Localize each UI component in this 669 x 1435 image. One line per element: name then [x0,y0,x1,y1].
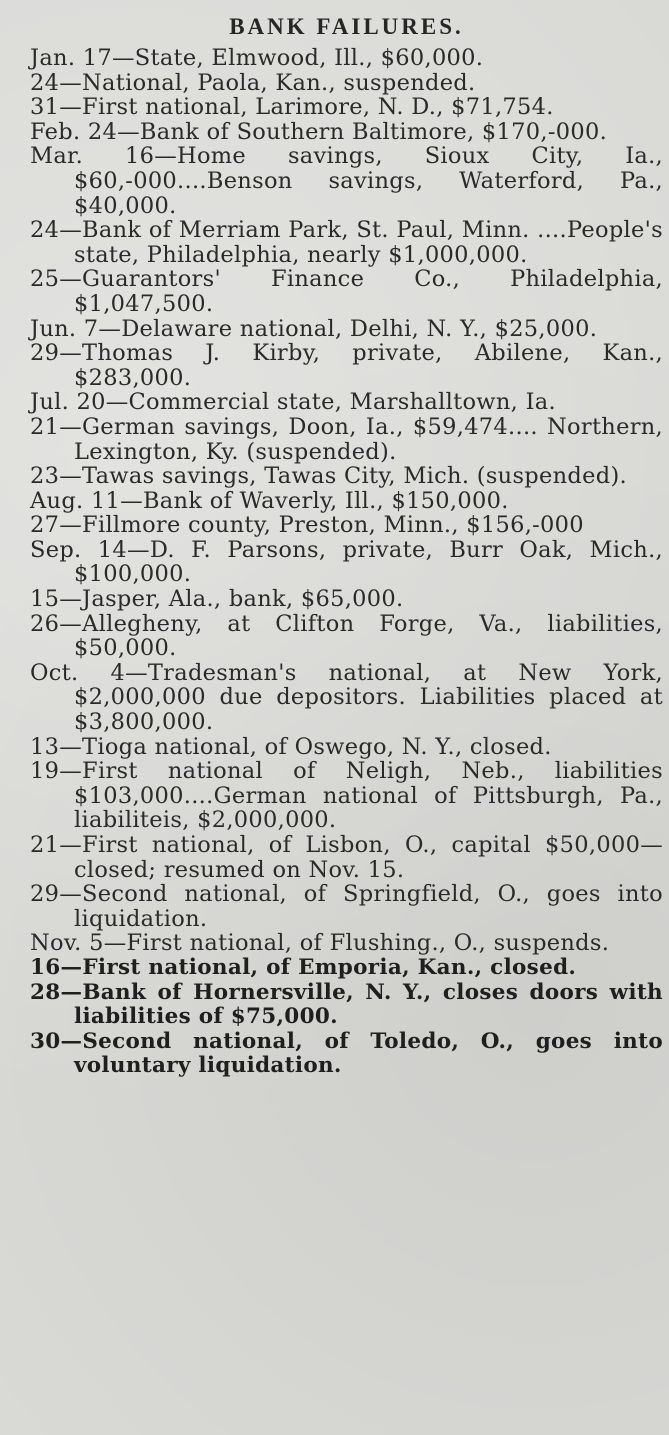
failure-entry: 27—Fillmore county, Preston, Minn., $156,-000 [30,512,584,539]
failure-entry: Aug. 11—Bank of Waverly, Ill., $150,000. [30,487,509,514]
failure-entry: 29—Second national, of Springfield, O., goes into liquidation. [30,881,663,932]
failure-entry: 26—Allegheny, at Clifton Forge, Va., liabilities, $50,000. [30,610,663,662]
failure-entry: Sep. 14—D. F. Parsons, private, Burr Oak, Mich., $100,000. [30,536,663,588]
failure-entry: Jul. 20—Commercial state, Marshalltown, Ia. [30,389,556,416]
failure-entry: 24—Bank of Merriam Park, St. Paul, Minn. ....People's state, Philadelphia, nearly $1,000,000. [30,217,663,268]
failure-entry: Mar. 16—Home savings, Sioux City, Ia., $60,-000....Benson savings, Waterford, Pa., $40,000. [30,143,663,219]
failure-entry: 15—Jasper, Ala., bank, $65,000. [30,586,404,613]
failure-entry: 21—German savings, Doon, Ia., $59,474.... Northern, Lexington, Ky. (suspended). [30,413,663,465]
failure-entry: 29—Thomas J. Kirby, private, Abilene, Kan., $283,000. [30,340,663,391]
failure-entry: Jun. 7—Delaware national, Delhi, N. Y., $25,000. [30,315,598,342]
failure-entry: 21—First national, of Lisbon, O., capital $50,000—closed; resumed on Nov. 15. [30,832,663,883]
failure-entry: 16—First national, of Emporia, Kan., closed. [30,954,577,980]
failure-entry: 19—First national of Neligh, Neb., liabilities $103,000....German national of Pittsburgh, Pa., liabiliteis, $2,000,000. [30,758,663,834]
failure-entry: Jan. 17—State, Elmwood, Ill., $60,000. [30,45,484,71]
failure-entry: 24—National, Paola, Kan., suspended. [30,69,476,96]
failure-entry: 31—First national, Larimore, N. D., $71,754. [30,94,554,121]
failure-entry: Nov. 5—First national, of Flushing., O., suspends. [30,930,610,957]
failure-entry: 23—Tawas savings, Tawas City, Mich. (suspended). [30,463,627,490]
failure-entry: 30—Second national, of Toledo, O., goes into voluntary liquidation. [30,1028,663,1079]
failure-list [30,46,663,1079]
failure-entry: Oct. 4—Tradesman's national, at New York, $2,000,000 due depositors. Liabilities placed at $3,800,000. [30,659,663,736]
article-title: BANK FAILURES. [229,14,464,39]
failure-entry: Feb. 24—Bank of Southern Baltimore, $170,-000. [30,118,608,145]
failure-entry: 25—Guarantors' Finance Co., Philadelphia, $1,047,500. [30,266,663,317]
failure-entry: 13—Tioga national, of Oswego, N. Y., closed. [30,733,552,760]
failure-entry: 28—Bank of Hornersville, N. Y., closes doors with liabilities of $75,000. [30,979,663,1030]
